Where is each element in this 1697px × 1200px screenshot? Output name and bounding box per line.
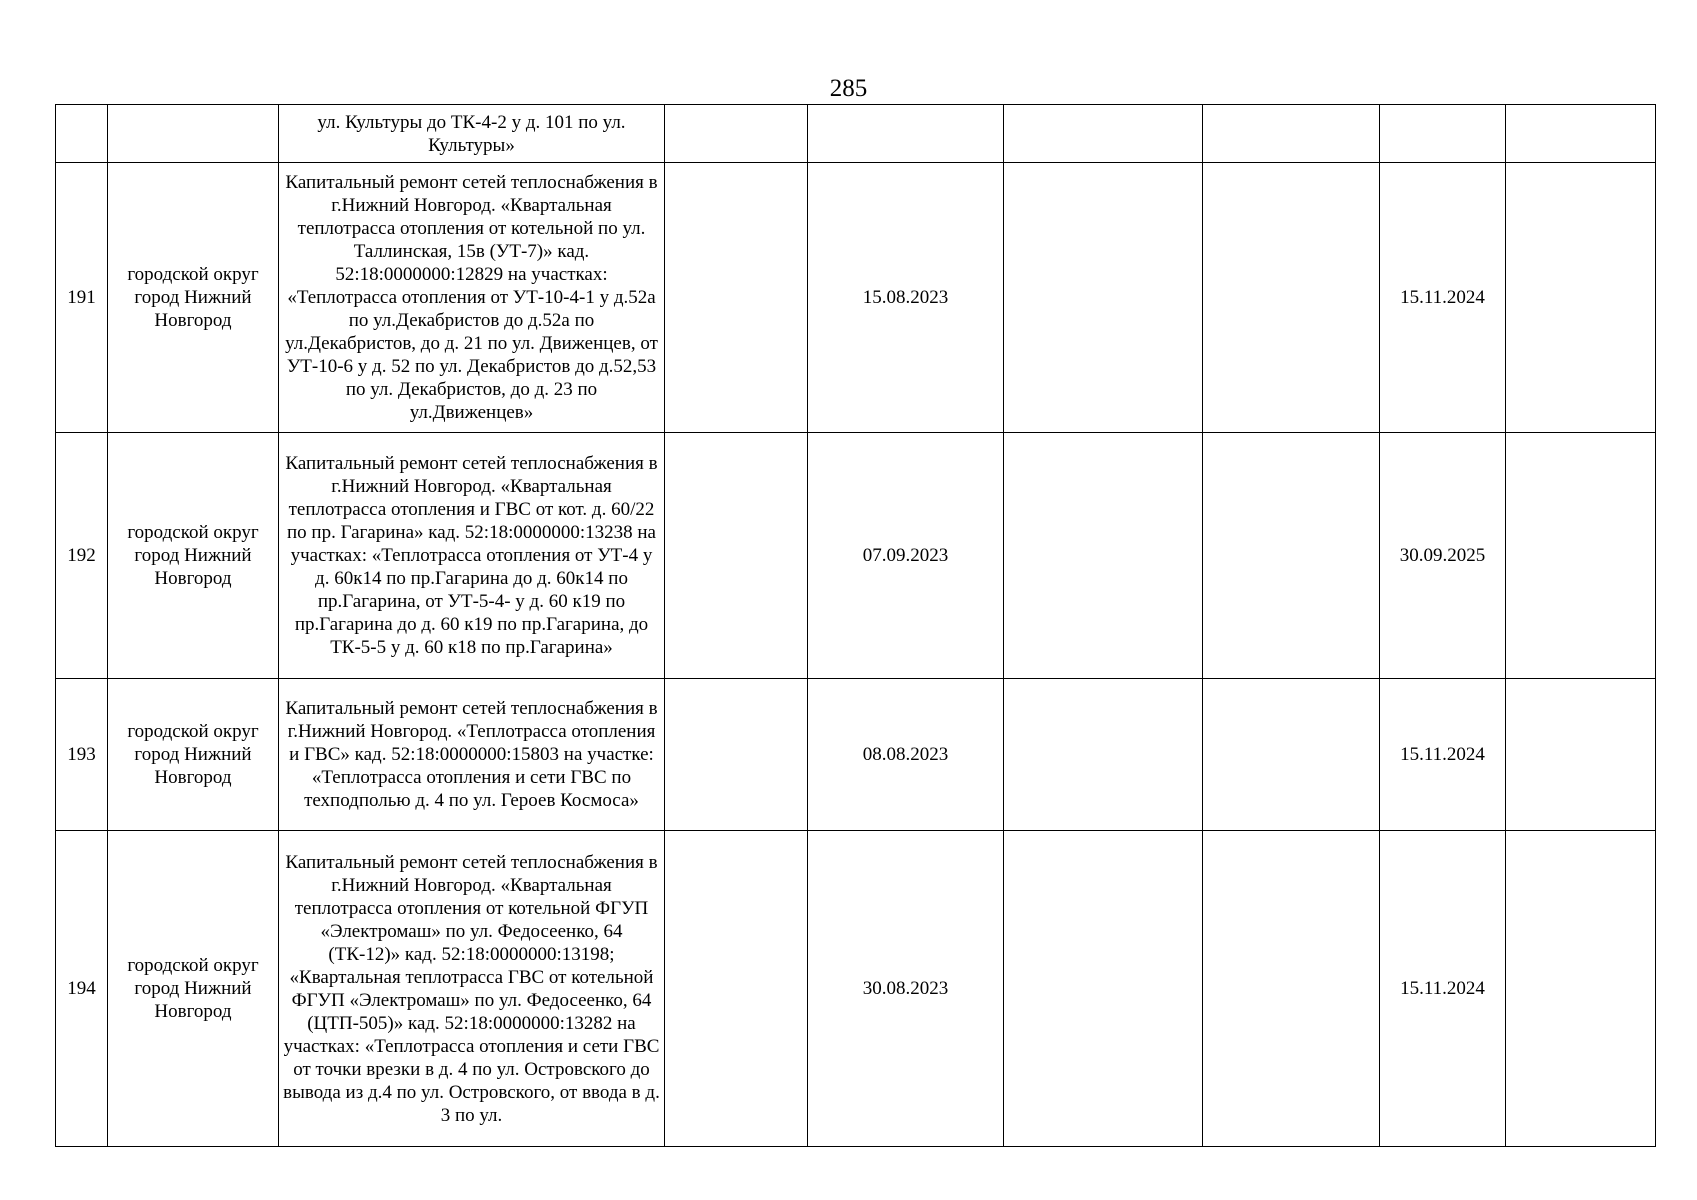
empty-cell <box>1203 163 1380 433</box>
empty-cell <box>1506 105 1656 163</box>
empty-cell <box>665 831 808 1147</box>
municipality-cell: городской округ город Нижний Новгород <box>108 433 279 679</box>
empty-cell <box>1203 831 1380 1147</box>
empty-cell <box>1203 105 1380 163</box>
row-number-cell <box>56 105 108 163</box>
end-date-cell: 15.11.2024 <box>1380 831 1506 1147</box>
start-date-cell: 08.08.2023 <box>808 679 1004 831</box>
description-cell: Капитальный ремонт сетей теплоснабжения в г.Нижний Новгород. «Квартальная теплотрасса отопления от котельной по ул. Таллинская, 15в (УТ-7)» кад. 52:18:0000000:12829 на участках: «Теплотрасса отопления от УТ-10-4-1 у д.52а по ул.Декабристов до д.52а по ул.Декабристов, до д. 21 по ул. Движенцев, от УТ-10-6 у д. 52 по ул. Декабристов до д.52,53 по ул. Декабристов, до д. 23 по ул.Движенцев» <box>279 163 665 433</box>
end-date-cell: 30.09.2025 <box>1380 433 1506 679</box>
end-date-cell: 15.11.2024 <box>1380 679 1506 831</box>
table-row <box>56 433 1656 679</box>
description-cell: Капитальный ремонт сетей теплоснабжения в г.Нижний Новгород. «Квартальная теплотрасса отопления и ГВС от кот. д. 60/22 по пр. Гагарина» кад. 52:18:0000000:13238 на участках: «Теплотрасса отопления от УТ-4 у д. 60к14 по пр.Гагарина до д. 60к14 по пр.Гагарина, от УТ-5-4- у д. 60 к19 по пр.Гагарина до д. 60 к19 по пр.Гагарина, до ТК-5-5 у д. 60 к18 по пр.Гагарина» <box>279 433 665 679</box>
empty-cell <box>1004 163 1203 433</box>
empty-cell <box>1506 831 1656 1147</box>
description-cell: Капитальный ремонт сетей теплоснабжения в г.Нижний Новгород. «Теплотрасса отопления и ГВС» кад. 52:18:0000000:15803 на участке: «Теплотрасса отопления и сети ГВС по техподполью д. 4 по ул. Героев Космоса» <box>279 679 665 831</box>
end-date-cell <box>1380 105 1506 163</box>
page-number: 285 <box>829 75 868 102</box>
repair-schedule-table <box>55 104 1656 1147</box>
empty-cell <box>665 163 808 433</box>
empty-cell <box>1004 433 1203 679</box>
municipality-cell: городской округ город Нижний Новгород <box>108 831 279 1147</box>
empty-cell <box>665 105 808 163</box>
empty-cell <box>1506 433 1656 679</box>
end-date-cell: 15.11.2024 <box>1380 163 1506 433</box>
table-row <box>56 163 1656 433</box>
row-number-cell: 191 <box>56 163 108 433</box>
start-date-cell <box>808 105 1004 163</box>
empty-cell <box>1506 163 1656 433</box>
start-date-cell: 07.09.2023 <box>808 433 1004 679</box>
empty-cell <box>1203 679 1380 831</box>
start-date-cell: 30.08.2023 <box>808 831 1004 1147</box>
municipality-cell: городской округ город Нижний Новгород <box>108 163 279 433</box>
empty-cell <box>1506 679 1656 831</box>
row-number-cell: 194 <box>56 831 108 1147</box>
row-number-cell: 193 <box>56 679 108 831</box>
start-date-cell: 15.08.2023 <box>808 163 1004 433</box>
table-row <box>56 831 1656 1147</box>
table-row <box>56 679 1656 831</box>
description-cell: ул. Культуры до ТК-4-2 у д. 101 по ул. Культуры» <box>279 105 665 163</box>
description-cell: Капитальный ремонт сетей теплоснабжения в г.Нижний Новгород. «Квартальная теплотрасса отопления от котельной ФГУП «Электромаш» по ул. Федосеенко, 64 (ТК-12)» кад. 52:18:0000000:13198; «Квартальная теплотрасса ГВС от котельной ФГУП «Электромаш» по ул. Федосеенко, 64 (ЦТП-505)» кад. 52:18:0000000:13282 на участках: «Теплотрасса отопления и сети ГВС от точки врезки в д. 4 по ул. Островского до вывода из д.4 по ул. Островского, от ввода в д. 3 по ул. <box>279 831 665 1147</box>
empty-cell <box>665 433 808 679</box>
empty-cell <box>1004 105 1203 163</box>
municipality-cell <box>108 105 279 163</box>
empty-cell <box>665 679 808 831</box>
empty-cell <box>1203 433 1380 679</box>
row-number-cell: 192 <box>56 433 108 679</box>
empty-cell <box>1004 679 1203 831</box>
empty-cell <box>1004 831 1203 1147</box>
table-row <box>56 105 1656 163</box>
municipality-cell: городской округ город Нижний Новгород <box>108 679 279 831</box>
